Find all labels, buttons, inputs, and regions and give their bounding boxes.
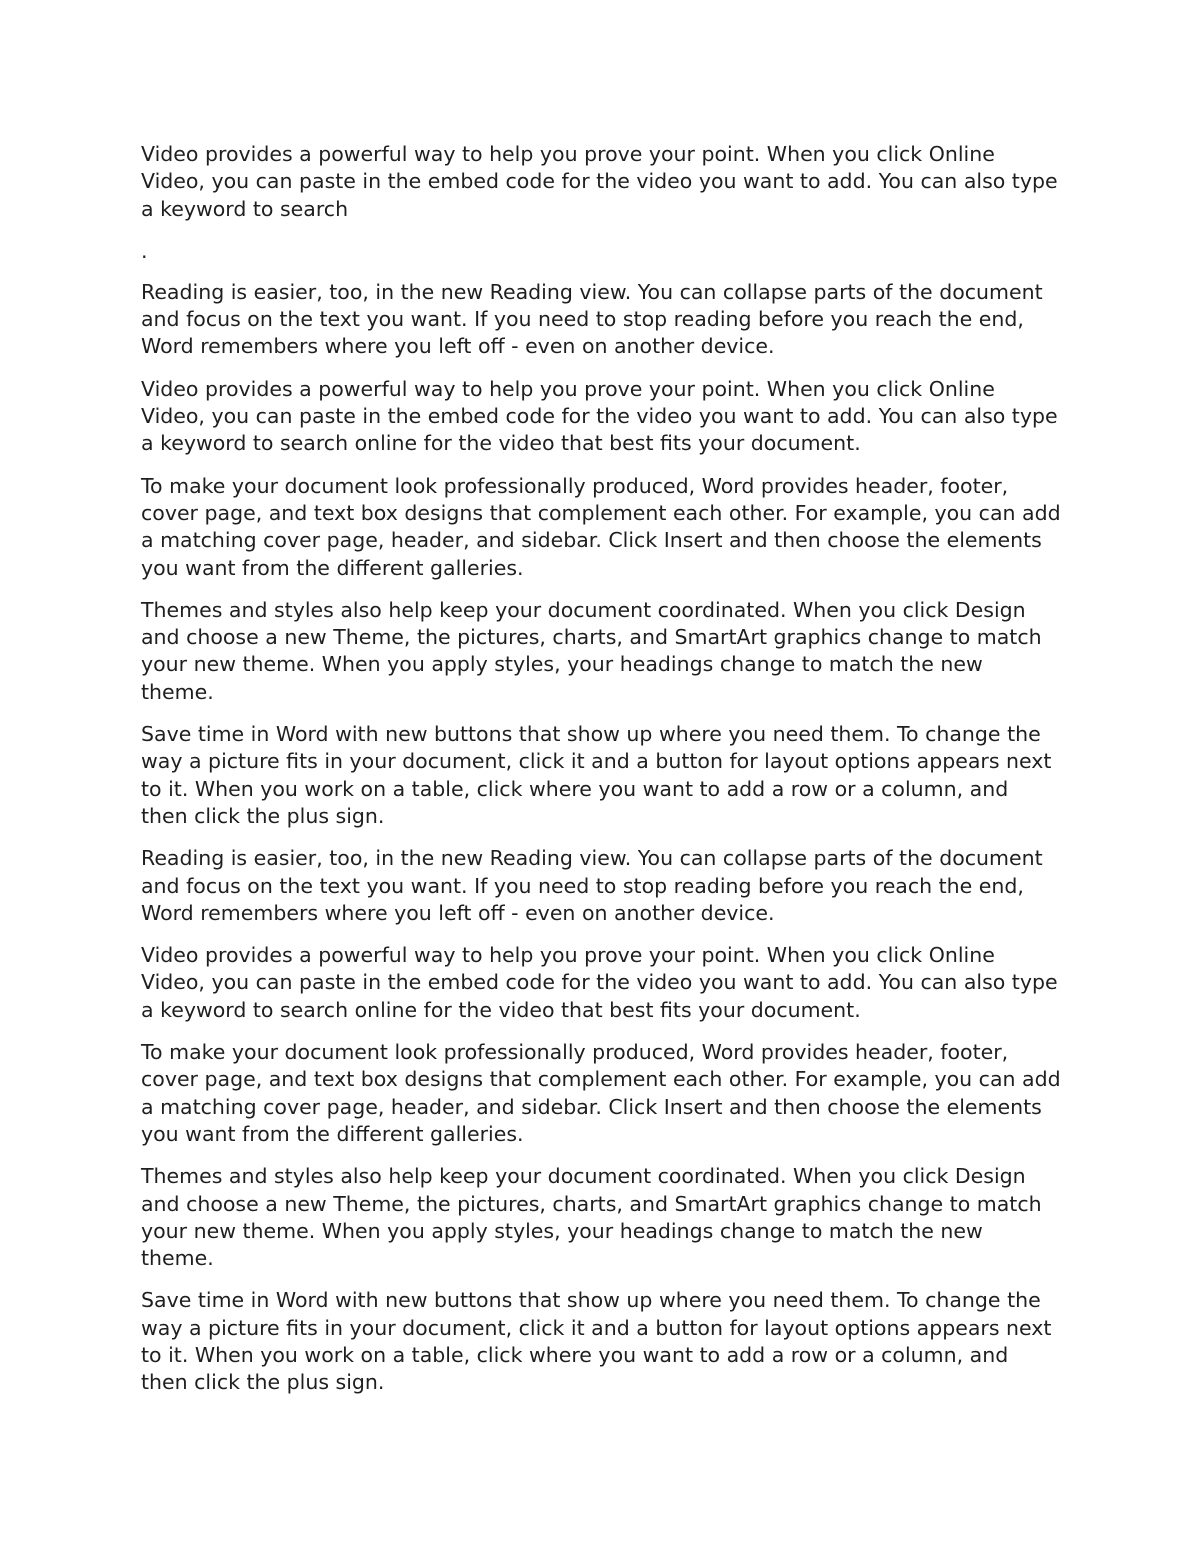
paragraph-6: Themes and styles also help keep your document coordinated. When you click Design and choose a new Theme, the pictures, charts, and SmartArt graphics change to match your new theme. When you apply styles, your headings change to match the new theme.: [141, 597, 1042, 704]
paragraph-1: Video provides a powerful way to help you prove your point. When you click Online Video, you can paste in the embed code for the video you want to add. You can also type a keyword to search: [141, 142, 1058, 221]
paragraph-10: To make your document look professionally produced, Word provides header, footer, cover page, and text box designs that complement each other. For example, you can add a matching cover page, header, and sidebar. Click Insert and then choose the elements you want from the different galleries.: [141, 1040, 1061, 1146]
paragraph-11: Themes and styles also help keep your document coordinated. When you click Design and choose a new Theme, the pictures, charts, and SmartArt graphics change to match your new theme. When you apply styles, your headings change to match the new theme.: [141, 1164, 1042, 1271]
paragraph-2-dot: .: [141, 238, 148, 263]
paragraph-12: Save time in Word with new buttons that show up where you need them. To change the way a picture fits in your document, click it and a button for layout options appears next to it. When you work on a table, click where you want to add a row or a column, and then click the plus sign.: [141, 1288, 1052, 1395]
paragraph-9: Video provides a powerful way to help you prove your point. When you click Online Video, you can paste in the embed code for the video you want to add. You can also type a keyword to search online for the video that best fits your document.: [141, 943, 1058, 1022]
paragraph-7: Save time in Word with new buttons that show up where you need them. To change the way a picture fits in your document, click it and a button for layout options appears next to it. When you work on a table, click where you want to add a row or a column, and then click the plus sign.: [141, 722, 1052, 828]
paragraph-5: To make your document look professionally produced, Word provides header, footer, cover page, and text box designs that complement each other. For example, you can add a matching cover page, header, and sidebar. Click Insert and then choose the elements you want from the different galleries.: [141, 473, 1061, 580]
paragraph-4: Video provides a powerful way to help you prove your point. When you click Online Video, you can paste in the embed code for the video you want to add. You can also type a keyword to search online for the video that best fits your document.: [141, 376, 1058, 456]
paragraph-3: Reading is easier, too, in the new Reading view. You can collapse parts of the document and focus on the text you want. If you need to stop reading before you reach the end, Word remembers where you left off - even on another device.: [141, 279, 1043, 359]
document-body[interactable]: [141, 141, 1061, 1412]
paragraph-8: Reading is easier, too, in the new Reading view. You can collapse parts of the document and focus on the text you want. If you need to stop reading before you reach the end, Word remembers where you left off - even on another device.: [141, 846, 1043, 925]
